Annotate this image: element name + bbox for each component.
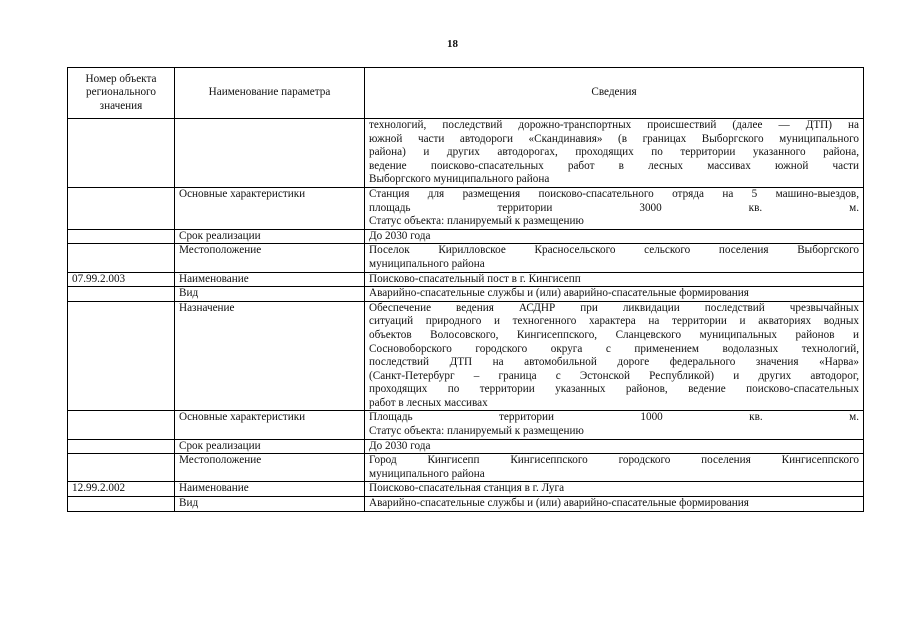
object-number-cell: 12.99.2.002 [68,482,175,497]
parameter-name-cell: Местоположение [175,454,365,482]
details-cell [365,119,864,188]
details-cell [365,454,864,482]
parameter-name-cell [175,119,365,188]
details-line: муниципального района [369,257,485,270]
table-row [68,439,864,454]
details-line: последствий ДТП на автомобильной дороге федерального значения «Нарва» [369,356,859,369]
parameters-table [67,67,864,512]
details-line: проходящих по территории указанных районов, ведение поисково-спасательных [369,383,859,396]
details-line: (Санкт-Петербург – граница с Эстонской Республикой) и других автодорог, [369,369,859,382]
table-row [68,287,864,302]
object-number-cell [68,454,175,482]
table-row [68,411,864,439]
details-line: Статус объекта: планируемый к размещению [369,425,584,438]
details-line: технологий, последствий дорожно-транспортных происшествий (далее — ДТП) на [369,119,859,131]
object-number-cell [68,439,175,454]
object-number-cell [68,229,175,244]
object-number-cell [68,411,175,439]
object-number-cell [68,244,175,272]
details-line: Статус объекта: планируемый к размещению [369,215,584,228]
details-cell [365,187,864,229]
parameter-name-cell: Срок реализации [175,439,365,454]
table-row [68,301,864,411]
details-line: Поселок Кирилловское Красносельского сельского поселения Выборгского [369,244,859,257]
table-row [68,229,864,244]
details-line: ситуаций природного и техногенного характера на территории и акваториях водных [369,315,859,328]
table-row [68,482,864,497]
object-number-cell: 07.99.2.003 [68,272,175,287]
table-row [68,187,864,229]
table-header-row [68,68,864,119]
details-line: Выборгского муниципального района [369,173,550,186]
details-line: южной части автодороги «Скандинавия» (в границах Выборгского муниципального [369,132,859,145]
header-details: Сведения [365,68,864,119]
table-row [68,272,864,287]
details-line: ведение поисково-спасательных работ в лесных массивах южной части [369,159,859,172]
details-line: До 2030 года [369,229,431,242]
details-line: площадь территории 3000 кв. м. [369,201,859,214]
page-number: 18 [447,38,458,50]
object-number-cell [68,301,175,411]
details-cell [365,244,864,272]
details-line: Город Кингисепп Кингисеппского городского поселения Кингисеппского [369,454,859,467]
object-number-cell [68,497,175,512]
details-line: До 2030 года [369,439,431,452]
details-cell [365,229,864,244]
table-row [68,119,864,188]
details-cell [365,301,864,411]
details-cell [365,497,864,512]
parameter-name-cell: Наименование [175,482,365,497]
header-parameter-name: Наименование параметра [175,68,365,119]
parameter-name-cell: Срок реализации [175,229,365,244]
details-cell [365,439,864,454]
header-object-number: Номер объекта регионального значения [68,68,175,119]
details-line: Обеспечение ведения АСДНР при ликвидации последствий чрезвычайных [369,301,859,314]
object-number-cell [68,119,175,188]
parameter-name-cell: Основные характеристики [175,411,365,439]
details-cell [365,287,864,302]
details-line: Поисково-спасательная станция в г. Луга [369,482,565,495]
parameter-name-cell: Вид [175,287,365,302]
object-number-cell [68,287,175,302]
table-row [68,497,864,512]
details-line: Сосновоборского городского округа с применением водолазных технологий, [369,342,859,355]
details-line: муниципального района [369,467,485,480]
details-line: работ в лесных массивах [369,396,488,409]
details-line: объектов Волосовского, Кингисеппского, Сланцевского муниципальных районов и [369,328,859,341]
parameter-name-cell: Местоположение [175,244,365,272]
details-line: Поисково-спасательный пост в г. Кингисепп [369,272,581,285]
table-row [68,454,864,482]
parameter-name-cell: Наименование [175,272,365,287]
object-number-cell [68,187,175,229]
details-line: Аварийно-спасательные службы и (или) аварийно-спасательные формирования [369,497,749,510]
table-row [68,244,864,272]
details-line: района) и других автодорогах, проходящих по территории указанного района, [369,146,859,159]
details-line: Аварийно-спасательные службы и (или) аварийно-спасательные формирования [369,287,749,300]
parameter-name-cell: Основные характеристики [175,187,365,229]
table-body [68,119,864,512]
details-line: Станция для размещения поисково-спасательного отряда на 5 машино-выездов, [369,187,859,200]
parameter-name-cell: Вид [175,497,365,512]
details-cell [365,272,864,287]
details-line: Площадь территории 1000 кв. м. [369,411,859,424]
details-cell [365,482,864,497]
parameter-name-cell: Назначение [175,301,365,411]
details-cell [365,411,864,439]
